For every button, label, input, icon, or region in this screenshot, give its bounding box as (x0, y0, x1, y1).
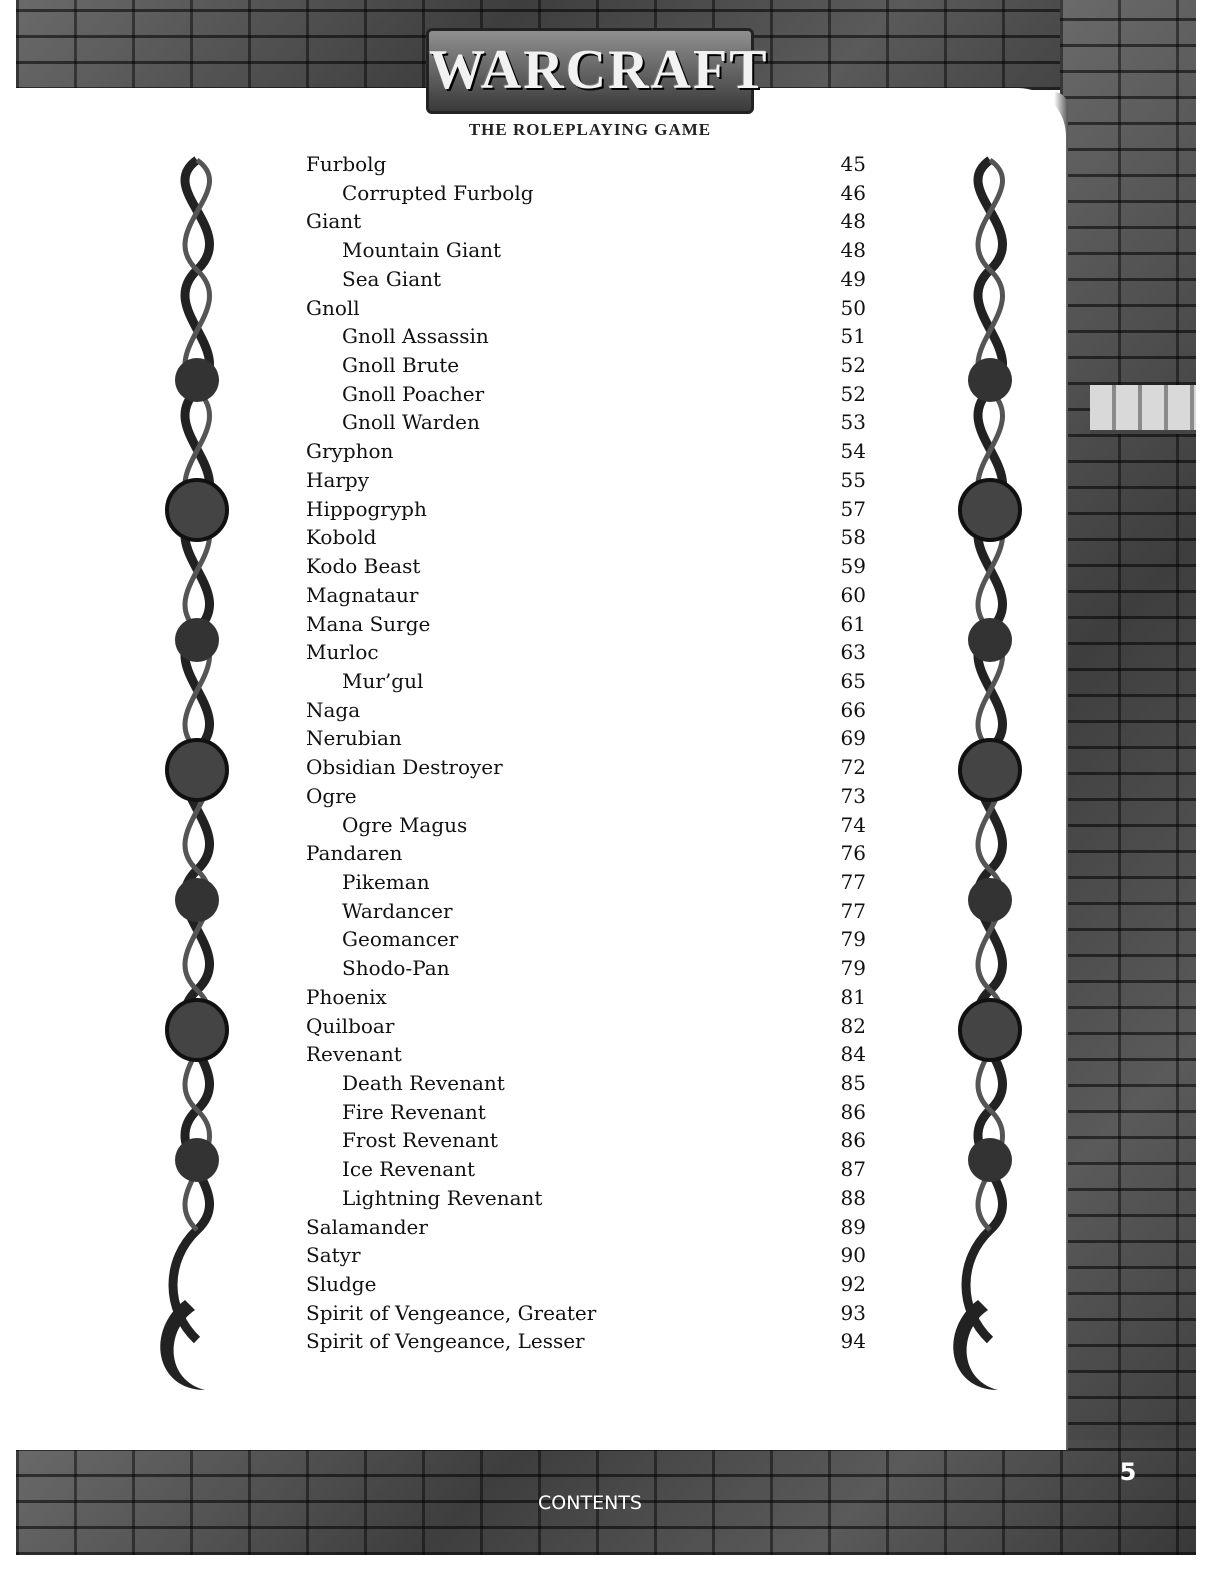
toc-entry (306, 265, 866, 294)
toc-entry (306, 351, 866, 380)
toc-entry-page: 69 (840, 726, 866, 751)
toc-entry-page: 79 (840, 927, 866, 952)
toc-entry-title: Corrupted Furbolg (342, 180, 534, 205)
toc-entry-title: Magnataur (306, 582, 419, 607)
toc-entry (306, 207, 866, 236)
toc-entry-page: 48 (840, 238, 866, 263)
toc-entry (306, 495, 866, 524)
toc-entry (306, 294, 866, 323)
toc-entry-page: 90 (840, 1243, 866, 1268)
toc-entry-title: Frost Revenant (342, 1128, 498, 1153)
toc-entry (306, 925, 866, 954)
toc-entry-page: 79 (840, 956, 866, 981)
toc-entry-page: 66 (840, 697, 866, 722)
toc-entry-title: Gnoll Warden (342, 410, 480, 435)
toc-entry-page: 61 (840, 611, 866, 636)
toc-entry-page: 92 (840, 1272, 866, 1297)
toc-entry (306, 523, 866, 552)
toc-entry-page: 50 (840, 295, 866, 320)
toc-entry (306, 150, 866, 179)
toc-entry (306, 408, 866, 437)
toc-entry-title: Ogre Magus (342, 812, 468, 837)
toc-entry-title: Fire Revenant (342, 1099, 486, 1124)
toc-entry-page: 86 (840, 1099, 866, 1124)
toc-entry-title: Shodo-Pan (342, 956, 450, 981)
toc-entry-page: 59 (840, 554, 866, 579)
page-number: 5 (1119, 1458, 1137, 1486)
toc-entry-page: 49 (840, 266, 866, 291)
toc-entry-title: Murloc (306, 640, 379, 665)
toc-entry (306, 1299, 866, 1328)
toc-entry (306, 1327, 866, 1356)
toc-entry (306, 1098, 866, 1127)
toc-entry (306, 322, 866, 351)
toc-entry-title: Kodo Beast (306, 554, 421, 579)
toc-entry (306, 782, 866, 811)
toc-entry (306, 1040, 866, 1069)
toc-entry-page: 65 (840, 668, 866, 693)
toc-entry-title: Mur’gul (342, 668, 424, 693)
toc-entry-title: Pandaren (306, 841, 403, 866)
toc-entry (306, 1069, 866, 1098)
toc-entry-page: 53 (840, 410, 866, 435)
toc-entry (306, 638, 866, 667)
toc-entry-page: 89 (840, 1214, 866, 1239)
toc-entry-title: Giant (306, 209, 362, 234)
warcraft-logo (420, 28, 769, 144)
toc-entry-title: Obsidian Destroyer (306, 755, 503, 780)
toc-entry-page: 72 (840, 755, 866, 780)
toc-entry-title: Gnoll Brute (342, 353, 460, 378)
toc-entry-title: Geomancer (342, 927, 459, 952)
toc-entry-title: Ice Revenant (342, 1157, 476, 1182)
toc-entry (306, 1213, 866, 1242)
toc-entry (306, 954, 866, 983)
toc-entry-title: Kobold (306, 525, 377, 550)
toc-entry-title: Spirit of Vengeance, Lesser (306, 1329, 585, 1354)
toc-entry (306, 1184, 866, 1213)
toc-entry-page: 87 (840, 1157, 866, 1182)
tower-parapet (1090, 385, 1196, 434)
toc-entry-page: 60 (840, 582, 866, 607)
toc-entry (306, 1126, 866, 1155)
toc-entry-title: Nerubian (306, 726, 402, 751)
stone-tower-wall (1060, 0, 1196, 1555)
toc-entry-title: Pikeman (342, 869, 430, 894)
toc-entry-page: 77 (840, 869, 866, 894)
toc-entry-page: 76 (840, 841, 866, 866)
toc-entry-title: Phoenix (306, 984, 387, 1009)
toc-entry-title: Wardancer (342, 898, 453, 923)
toc-entry (306, 466, 866, 495)
toc-entry-page: 55 (840, 467, 866, 492)
toc-entry-page: 52 (840, 353, 866, 378)
toc-entry (306, 610, 866, 639)
toc-entry (306, 811, 866, 840)
toc-entry-page: 94 (840, 1329, 866, 1354)
logo-title: WARCRAFT (426, 28, 754, 114)
toc-entry (306, 581, 866, 610)
toc-entry-title: Sludge (306, 1272, 377, 1297)
toc-entry (306, 897, 866, 926)
table-of-contents (306, 150, 866, 1356)
ornament-border-right (938, 150, 1042, 1400)
toc-entry-page: 93 (840, 1300, 866, 1325)
toc-entry-title: Satyr (306, 1243, 361, 1268)
toc-entry (306, 1155, 866, 1184)
toc-entry-title: Quilboar (306, 1013, 395, 1038)
toc-entry (306, 868, 866, 897)
toc-entry-title: Death Revenant (342, 1071, 505, 1095)
toc-entry-page: 52 (840, 381, 866, 406)
toc-entry-page: 51 (840, 324, 866, 349)
toc-entry-title: Naga (306, 697, 361, 722)
toc-entry-title: Ogre (306, 783, 357, 808)
toc-entry (306, 179, 866, 208)
toc-entry-title: Salamander (306, 1214, 428, 1239)
toc-entry (306, 753, 866, 782)
toc-entry-page: 45 (840, 152, 866, 176)
toc-entry (306, 839, 866, 868)
logo-subtitle: THE ROLEPLAYING GAME (468, 120, 712, 139)
toc-entry-title: Furbolg (306, 152, 387, 176)
toc-entry (306, 380, 866, 409)
toc-entry-page: 54 (840, 439, 866, 464)
footer-section-label: CONTENTS (538, 1492, 642, 1514)
ornament-border-left (145, 150, 249, 1400)
toc-entry-page: 48 (840, 209, 866, 234)
toc-entry-title: Revenant (306, 1042, 402, 1067)
toc-entry-page: 74 (840, 812, 866, 837)
toc-entry-page: 81 (840, 984, 866, 1009)
toc-entry-page: 58 (840, 525, 866, 550)
toc-entry (306, 983, 866, 1012)
toc-entry-page: 82 (840, 1013, 866, 1038)
toc-entry (306, 437, 866, 466)
toc-entry-title: Lightning Revenant (342, 1185, 543, 1210)
toc-entry-page: 84 (840, 1042, 866, 1067)
toc-entry (306, 667, 866, 696)
toc-entry-page: 46 (840, 180, 866, 205)
toc-entry-title: Harpy (306, 467, 370, 492)
toc-entry-page: 88 (840, 1185, 866, 1210)
toc-entry (306, 724, 866, 753)
toc-entry-title: Mana Surge (306, 611, 431, 636)
toc-entry (306, 1241, 866, 1270)
toc-entry-title: Gnoll Assassin (342, 324, 489, 349)
toc-entry-title: Sea Giant (342, 266, 442, 291)
toc-entry-page: 77 (840, 898, 866, 923)
toc-entry-page: 73 (840, 783, 866, 808)
toc-entry-page: 57 (840, 496, 866, 521)
toc-entry-title: Hippogryph (306, 496, 427, 521)
toc-entry-page: 85 (840, 1071, 866, 1095)
toc-entry-title: Gnoll Poacher (342, 381, 485, 406)
toc-entry-title: Gnoll (306, 295, 360, 320)
toc-entry (306, 552, 866, 581)
toc-entry (306, 1270, 866, 1299)
toc-entry-title: Spirit of Vengeance, Greater (306, 1300, 597, 1325)
toc-entry-page: 63 (840, 640, 866, 665)
toc-entry (306, 696, 866, 725)
toc-entry-page: 86 (840, 1128, 866, 1153)
toc-entry (306, 1012, 866, 1041)
toc-entry-title: Mountain Giant (342, 238, 502, 263)
toc-entry (306, 236, 866, 265)
toc-entry-title: Gryphon (306, 439, 394, 464)
